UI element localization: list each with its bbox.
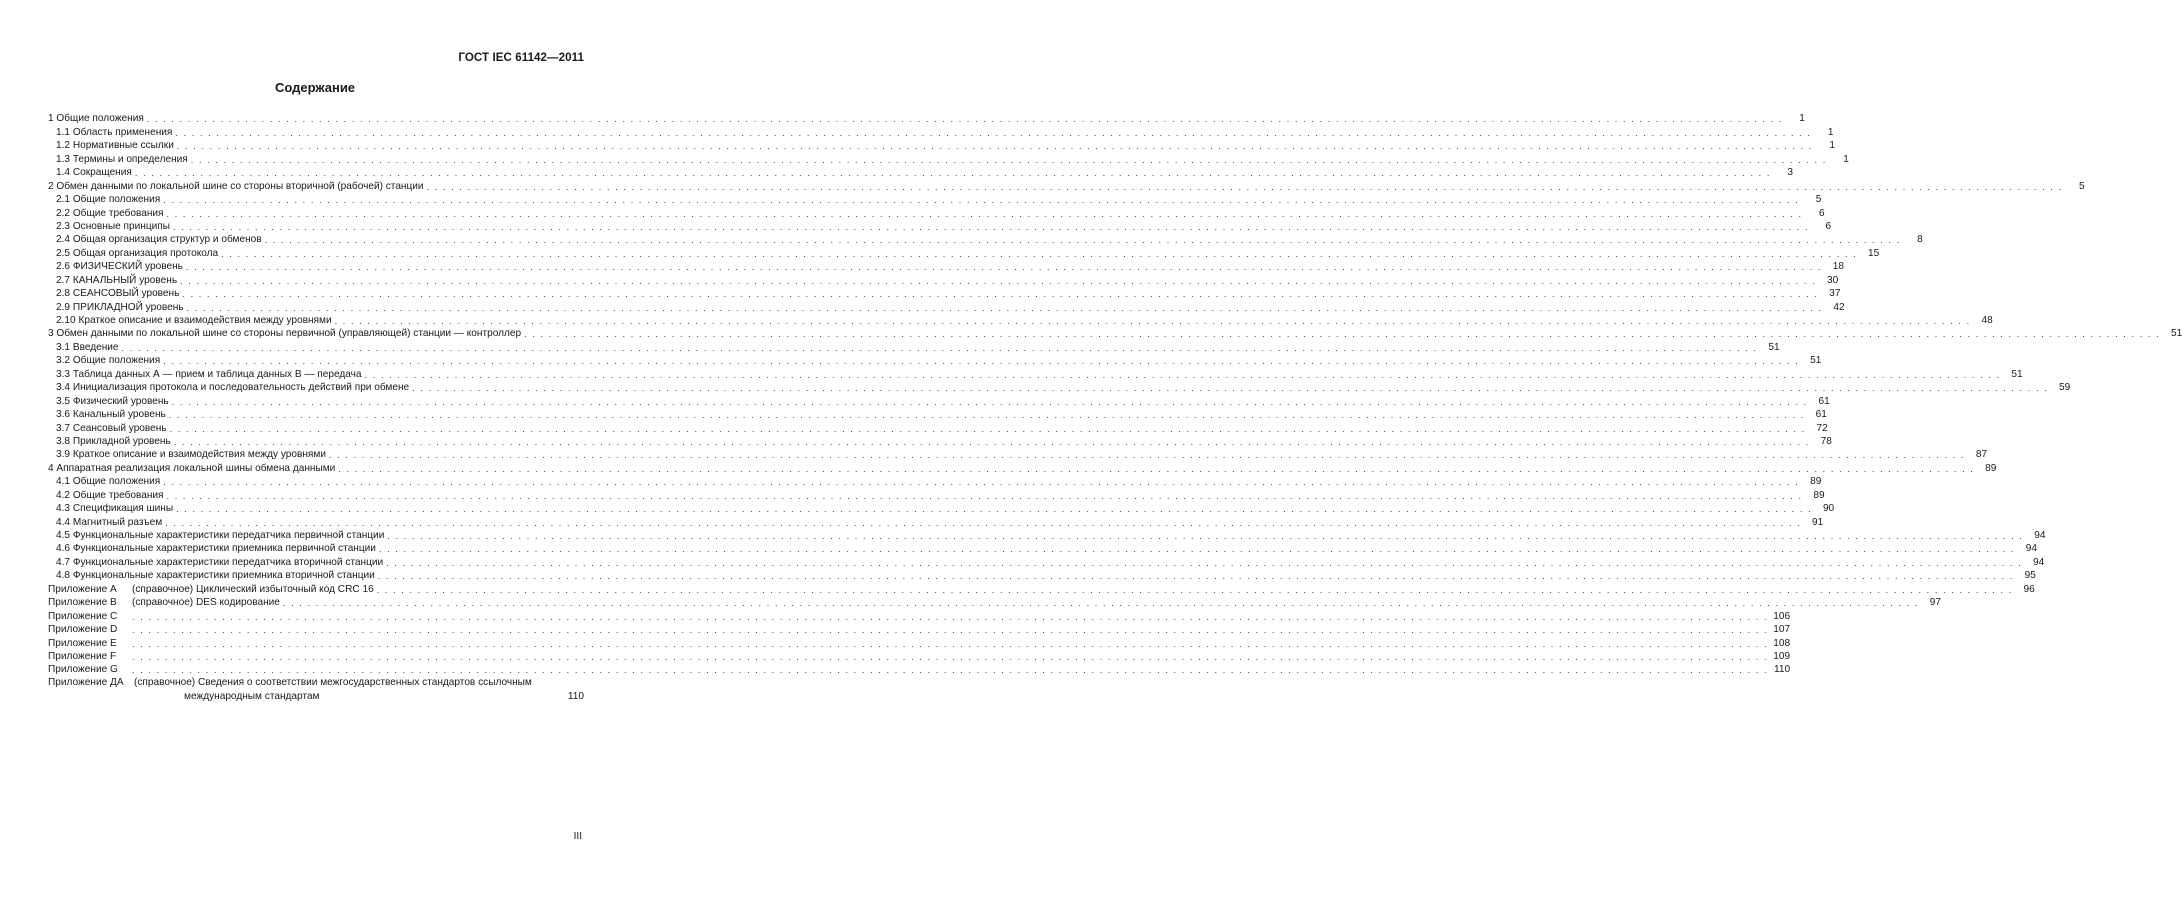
dot-leader: . . . . . . . . . . . . . . . . . . . . . . . . . . . . . . . . . . . . . . . . . . . . . . . . . . . . . . . . . . . . . . . . . . . . . . . . . . . . . . . . . . . . . . . . . . . . . . . . . . . . . . . . . . . . . . . . . . . . . . . . . . . . . . . . . . . . . . . . . . . . . . . . . . . . . . . . . . . . . . . . . . . . . . . . . . . . . . . . . . . . . . . . . . . . . . . . . . . . . . . . bbox=[146, 114, 1783, 125]
toc-entry-page: 61 bbox=[1818, 395, 1830, 407]
dot-leader: . . . . . . . . . . . . . . . . . . . . . . . . . . . . . . . . . . . . . . . . . . . . . . . . . . . . . . . . . . . . . . . . . . . . . . . . . . . . . . . . . . . . . . . . . . . . . . . . . . . . . . . . . . . . . . . . . . . . . . . . . . . . . . . . . . . . . . . . . . . . . . . . . . . . . . . . . . . . . . . . . . . . . . . . . . . . . . . . . . . . . . . . . . . . . . . . . . . . . . . . bbox=[163, 195, 1800, 206]
toc-entry-title: 3.8 Прикладной уровень bbox=[56, 435, 171, 447]
toc-entry[interactable] bbox=[48, 193, 1822, 206]
toc-entry-title: 4.2 Общие требования bbox=[56, 489, 164, 501]
dot-leader: . . . . . . . . . . . . . . . . . . . . . . . . . . . . . . . . . . . . . . . . . . . . . . . . . . . . . . . . . . . . . . . . . . . . . . . . . . . . . . . . . . . . . . . . . . . . . . . . . . . . . . . . . . . . . . . . . . . . . . . . . . . . . . . . . . . . . . . . . . . . . . . . . . . . . . . . . . . . . . . . . . . . . . . . . . . . . . . . . . . . . . . . . . . . . . . . . . . . . . . . bbox=[386, 557, 2023, 568]
dot-leader: . . . . . . . . . . . . . . . . . . . . . . . . . . . . . . . . . . . . . . . . . . . . . . . . . . . . . . . . . . . . . . . . . . . . . . . . . . . . . . . . . . . . . . . . . . . . . . . . . . . . . . . . . . . . . . . . . . . . . . . . . . . . . . . . . . . . . . . . . . . . . . . . . . . . . . . . . . . . . . . . . . . . . . . . . . . . . . . . . . . . . . . . . . . . . . . . . . . . . . . . bbox=[121, 342, 1758, 353]
dot-leader: . . . . . . . . . . . . . . . . . . . . . . . . . . . . . . . . . . . . . . . . . . . . . . . . . . . . . . . . . . . . . . . . . . . . . . . . . . . . . . . . . . . . . . . . . . . . . . . . . . . . . . . . . . . . . . . . . . . . . . . . . . . . . . . . . . . . . . . . . . . . . . . . . . . . . . . . . . . . . . . . . . . . . . . . . . . . . . . . . . . . . . . . . . . . . . . . . . . . . . . . bbox=[378, 544, 2016, 555]
appendix-label: Приложение ДА bbox=[48, 677, 124, 689]
toc-entry-title: 1.4 Сокращения bbox=[56, 167, 132, 179]
toc-entry[interactable] bbox=[48, 515, 1824, 528]
dot-leader: . . . . . . . . . . . . . . . . . . . . . . . . . . . . . . . . . . . . . . . . . . . . . . . . . . . . . . . . . . . . . . . . . . . . . . . . . . . . . . . . . . . . . . . . . . . . . . . . . . . . . . . . . . . . . . . . . . . . . . . . . . . . . . . . . . . . . . . . . . . . . . . . . . . . . . . . . . . . . . . . . . . . . . . . . . . . . . . . . . . . . . . . . . . . . . . . . . . . . . . . bbox=[524, 329, 2161, 340]
toc-entry-page: 51 bbox=[1810, 355, 1822, 367]
toc-entry-page: 91 bbox=[1812, 516, 1824, 528]
toc-entry[interactable] bbox=[48, 569, 2036, 582]
toc-entry-title: 3.5 Физический уровень bbox=[56, 395, 169, 407]
appendix-title-block bbox=[134, 676, 584, 703]
toc-entry-title: 4.6 Функциональные характеристики приемника первичной станции bbox=[56, 543, 376, 555]
appendix-page: 108 bbox=[1773, 637, 1791, 649]
dot-leader: . . . . . . . . . . . . . . . . . . . . . . . . . . . . . . . . . . . . . . . . . . . . . . . . . . . . . . . . . . . . . . . . . . . . . . . . . . . . . . . . . . . . . . . . . . . . . . . . . . . . . . . . . . . . . . . . . . . . . . . . . . . . . . . . . . . . . . . . . . . . . . . . . . . . . . . . . . . . . . . . . . . . . . . . . . . . . . . . . . . . . . . . . . . . . . . . . . . . . . . . bbox=[387, 531, 2024, 541]
appendix-label: Приложение С bbox=[48, 610, 118, 622]
dot-leader: . . . . . . . . . . . . . . . . . . . . . . . . . . . . . . . . . . . . . . . . . . . . . . . . . . . . . . . . . . . . . . . . . . . . . . . . . . . . . . . . . . . . . . . . . . . . . . . . . . . . . . . . . . . . . . . . . . . . . . . . . . . . . . . . . . . . . . . . . . . . . . . . . . . . . . . . . . . . . . . . . . . . . . . . . . . . . . . . . . . . . . . . . . . . . . . . . . . . . . . . bbox=[377, 571, 2014, 582]
dot-leader: . . . . . . . . . . . . . . . . . . . . . . . . . . . . . . . . . . . . . . . . . . . . . . . . . . . . . . . . . . . . . . . . . . . . . . . . . . . . . . . . . . . . . . . . . . . . . . . . . . . . . . . . . . . . . . . . . . . . . . . . . . . . . . . . . . . . . . . . . . . . . . . . . . . . . . . . . . . . . . . . . . . . . . . . . . . . . . . . . . . . . . . . . . . . . . . . . . . . . . . . bbox=[132, 638, 1769, 649]
appendix-page: 96 bbox=[2023, 583, 2035, 595]
appendix-label: Приложение Е bbox=[48, 637, 117, 649]
toc-entry-page: 78 bbox=[1820, 435, 1832, 447]
toc-entry[interactable] bbox=[48, 152, 1849, 165]
toc-entry-page: 94 bbox=[2034, 530, 2046, 541]
dot-leader: . . . . . . . . . . . . . . . . . . . . . . . . . . . . . . . . . . . . . . . . . . . . . . . . . . . . . . . . . . . . . . . . . . . . . . . . . . . . . . . . . . . . . . . . . . . . . . . . . . . . . . . . . . . . . . . . . . . . . . . . . . . . . . . . . . . . . . . . . . . . . . . . . . . . . . . . . . . . . . . . . . . . . . . . . . . . . . . . . . . . . . . . . . . . . . . . . . . . . . . . bbox=[163, 477, 1800, 488]
toc-entry[interactable] bbox=[48, 408, 1827, 421]
toc-entry-title: 3 Обмен данными по локальной шине со стороны первичной (управляющей) станции — контроллер bbox=[48, 328, 522, 340]
toc-entry[interactable] bbox=[48, 220, 1832, 233]
toc-entry-title: 4.5 Функциональные характеристики передатчика первичной станции bbox=[56, 530, 385, 541]
toc-entry[interactable] bbox=[48, 448, 1988, 461]
dot-leader: . . . . . . . . . . . . . . . . . . . . . . . . . . . . . . . . . . . . . . . . . . . . . . . . . . . . . . . . . . . . . . . . . . . . . . . . . . . . . . . . . . . . . . . . . . . . . . . . . . . . . . . . . . . . . . . . . . . . . . . . . . . . . . . . . . . . . . . . . . . . . . . . . . . . . . . . . . . . . . . . . . . . . . . . . . . . . . . . . . . . . . . . . . . . . . . . . . . . . . . . bbox=[132, 611, 1769, 622]
toc-entry[interactable] bbox=[48, 125, 1834, 138]
toc-entry-title: 4.7 Функциональные характеристики передатчика вторичной станции bbox=[56, 556, 384, 568]
toc-entry-title: 2.7 КАНАЛЬНЫЙ уровень bbox=[56, 274, 178, 286]
toc-entry[interactable] bbox=[48, 475, 1822, 488]
dot-leader: . . . . . . . . . . . . . . . . . . . . . . . . . . . . . . . . . . . . . . . . . . . . . . . . . . . . . . . . . . . . . . . . . . . . . . . . . . . . . . . . . . . . . . . . . . . . . . . . . . . . . . . . . . . . . . . . . . . . . . . . . . . . . . . . . . . . . . . . . . . . . . . . . . . . . . . . . . . . . . . . . . . . . . . . . . . . . . . . . . . . . . . . . . . . . . . . . . . . . . . . bbox=[132, 651, 1769, 662]
toc-entry-title: 4.3 Спецификация шины bbox=[56, 503, 174, 515]
toc-entry-title: 2.2 Общие требования bbox=[56, 207, 164, 219]
toc-appendix-entry[interactable] bbox=[48, 676, 584, 703]
toc-entry-title: 1.2 Нормативные ссылки bbox=[56, 140, 174, 152]
appendix-label: Приложение F bbox=[48, 650, 117, 662]
dot-leader: . . . . . . . . . . . . . . . . . . . . . . . . . . . . . . . . . . . . . . . . . . . . . . . . . . . . . . . . . . . . . . . . . . . . . . . . . . . . . . . . . . . . . . . . . . . . . . . . . . . . . . . . . . . . . . . . . . . . . . . . . . . . . . . . . . . . . . . . . . . . . . . . . . . . . . . . . . . . . . . . . . . . . . . . . . . . . . . . . . . . . . . . . . . . . . . . . . . . . . . . bbox=[132, 625, 1769, 636]
dot-leader: . . . . . . . . . . . . . . . . . . . . . . . . . . . . . . . . . . . . . . . . . . . . . . . . . . . . . . . . . . . . . . . . . . . . . . . . . . . . . . . . . . . . . . . . . . . . . . . . . . . . . . . . . . . . . . . . . . . . . . . . . . . . . . . . . . . . . . . . . . . . . . . . . . . . . . . . . . . . . . . . . . . . . . . . . . . . . . . . . . . . . . . . . . . . . . . . . . . . . . . . bbox=[132, 665, 1769, 676]
appendix-page: 109 bbox=[1773, 650, 1791, 662]
dot-leader: . . . . . . . . . . . . . . . . . . . . . . . . . . . . . . . . . . . . . . . . . . . . . . . . . . . . . . . . . . . . . . . . . . . . . . . . . . . . . . . . . . . . . . . . . . . . . . . . . . . . . . . . . . . . . . . . . . . . . . . . . . . . . . . . . . . . . . . . . . . . . . . . . . . . . . . . . . . . . . . . . . . . . . . . . . . . . . . . . . . . . . . . . . . . . . . . . . . . . . . . bbox=[176, 141, 1813, 152]
toc-entry-page: 94 bbox=[2025, 543, 2038, 555]
toc-entry-page: 51 bbox=[1768, 341, 1780, 353]
page-number: III bbox=[573, 831, 582, 842]
toc-entry-page: 15 bbox=[1867, 247, 1880, 259]
dot-leader: . . . . . . . . . . . . . . . . . . . . . . . . . . . . . . . . . . . . . . . . . . . . . . . . . . . . . . . . . . . . . . . . . . . . . . . . . . . . . . . . . . . . . . . . . . . . . . . . . . . . . . . . . . . . . . . . . . . . . . . . . . . . . . . . . . . . . . . . . . . . . . . . . . . . . . . . . . . . . . . . . . . . . . . . . . . . . . . . . . . . . . . . . . . . . . . . . . . . . . . . bbox=[412, 383, 2049, 394]
toc-entry-title: 1.3 Термины и определения bbox=[56, 153, 188, 165]
toc-entry-title: 3.9 Краткое описание и взаимодействия между уровнями bbox=[56, 449, 326, 461]
toc-entry[interactable] bbox=[48, 327, 2182, 340]
toc-entry-page: 8 bbox=[1917, 234, 1923, 246]
appendix-page: 106 bbox=[1773, 610, 1791, 622]
toc-entry[interactable] bbox=[48, 166, 1793, 179]
toc-entry[interactable] bbox=[48, 435, 1832, 448]
toc-entry-page: 37 bbox=[1829, 288, 1841, 300]
appendix-label: Приложение G bbox=[48, 664, 118, 676]
toc-entry-page: 59 bbox=[2059, 382, 2071, 394]
toc-entry-page: 48 bbox=[1981, 315, 1993, 326]
dot-leader: . . . . . . . . . . . . . . . . . . . . . . . . . . . . . . . . . . . . . . . . . . . . . . . . . . . . . . . . . . . . . . . . . . . . . . . . . . . . . . . . . . . . . . . . . . . . . . . . . . . . . . . . . . . . . . . . . . . . . . . . . . . . . . . . . . . . . . . . . . . . . . . . . . . . . . . . . . . . . . . . . . . . . . . . . . . . . . . . . . . . . . . . . . . . . . . . . . . . . . . . bbox=[168, 410, 1805, 421]
toc-entry[interactable] bbox=[48, 233, 1923, 246]
dot-leader: . . . . . . . . . . . . . . . . . . . . . . . . . . . . . . . . . . . . . . . . . . . . . . . . . . . . . . . . . . . . . . . . . . . . . . . . . . . . . . . . . . . . . . . . . . . . . . . . . . . . . . . . . . . . . . . . . . . . . . . . . . . . . . . . . . . . . . . . . . . . . . . . . . . . . . . . . . . . . . . . . . . . . . . . . . . . . . . . . . . . . . . . . . . . . . . . . . . . . . . . bbox=[173, 436, 1810, 447]
appendix-page: 110 bbox=[1774, 664, 1791, 676]
dot-leader: . . . . . . . . . . . . . . . . . . . . . . . . . . . . . . . . . . . . . . . . . . . . . . . . . . . . . . . . . . . . . . . . . . . . . . . . . . . . . . . . . . . . . . . . . . . . . . . . . . . . . . . . . . . . . . . . . . . . . . . . . . . . . . . . . . . . . . . . . . . . . . . . . . . . . . . . . . . . . . . . . . . . . . . . . . . . . . . . . . . . . . . . . . . . . . . . . . . . . . . . bbox=[169, 423, 1806, 434]
toc-entry[interactable] bbox=[48, 206, 1825, 219]
toc-entry-page: 89 bbox=[1810, 476, 1822, 488]
toc-entry[interactable] bbox=[48, 246, 1880, 259]
appendix-title-line2: международным стандартам bbox=[184, 690, 320, 702]
toc-entry[interactable] bbox=[48, 555, 2045, 568]
toc-entry[interactable] bbox=[48, 542, 2038, 555]
dot-leader: . . . . . . . . . . . . . . . . . . . . . . . . . . . . . . . . . . . . . . . . . . . . . . . . . . . . . . . . . . . . . . . . . . . . . . . . . . . . . . . . . . . . . . . . . . . . . . . . . . . . . . . . . . . . . . . . . . . . . . . . . . . . . . . . . . . . . . . . . . . . . . . . . . . . . . . . . . . . . . . . . . . . . . . . . . . . . . . . . . . . . . . . . . . . . . . . . . . . . . . . bbox=[221, 248, 1858, 259]
toc-appendix-entry[interactable] bbox=[48, 596, 1941, 609]
toc-entry-page: 90 bbox=[1822, 503, 1835, 515]
toc-entry-page: 42 bbox=[1833, 301, 1845, 313]
toc-entry[interactable] bbox=[48, 367, 2023, 380]
toc-appendix-entry[interactable] bbox=[48, 663, 1791, 676]
appendix-label: Приложение D bbox=[48, 624, 118, 636]
dot-leader: . . . . . . . . . . . . . . . . . . . . . . . . . . . . . . . . . . . . . . . . . . . . . . . . . . . . . . . . . . . . . . . . . . . . . . . . . . . . . . . . . . . . . . . . . . . . . . . . . . . . . . . . . . . . . . . . . . . . . . . . . . . . . . . . . . . . . . . . . . . . . . . . . . . . . . . . . . . . . . . . . . . . . . . . . . . . . . . . . . . . . . . . . . . . . . . . . . . . . . . . bbox=[163, 356, 1800, 367]
toc-entry[interactable] bbox=[48, 260, 1845, 273]
toc-entry-title: 2.8 СЕАНСОВЫЙ уровень bbox=[56, 288, 180, 300]
appendix-label: Приложение В bbox=[48, 597, 117, 609]
toc-entry[interactable] bbox=[48, 340, 1780, 353]
toc-entry[interactable] bbox=[48, 139, 1835, 152]
toc-entry-title: 2.3 Основные принципы bbox=[56, 220, 170, 232]
dot-leader: . . . . . . . . . . . . . . . . . . . . . . . . . . . . . . . . . . . . . . . . . . . . . . . . . . . . . . . . . . . . . . . . . . . . . . . . . . . . . . . . . . . . . . . . . . . . . . . . . . . . . . . . . . . . . . . . . . . . . . . . . . . . . . . . . . . . . . . . . . . . . . . . . . . . . . . . . . . . . . . . . . . . . . . . . . . . . . . . . . . . . . . . . . . . . . . . . . . . . . . . bbox=[282, 598, 1919, 609]
toc-entry-page: 61 bbox=[1815, 409, 1827, 421]
appendix-title-line1: (справочное) Сведения о соответствии межгосударственных стандартов ссылочным bbox=[134, 677, 532, 689]
appendix-title: (справочное) Циклический избыточный код CRC 16 bbox=[132, 583, 374, 595]
toc-entry-page: 95 bbox=[2024, 570, 2036, 582]
toc-entry-page: 87 bbox=[1975, 449, 1988, 461]
toc-entry-title: 4 Аппаратная реализация локальной шины обмена данными bbox=[48, 462, 336, 474]
toc-entry-title: 2.10 Краткое описание и взаимодействия между уровнями bbox=[56, 315, 332, 326]
dot-leader: . . . . . . . . . . . . . . . . . . . . . . . . . . . . . . . . . . . . . . . . . . . . . . . . . . . . . . . . . . . . . . . . . . . . . . . . . . . . . . . . . . . . . . . . . . . . . . . . . . . . . . . . . . . . . . . . . . . . . . . . . . . . . . . . . . . . . . . . . . . . . . . . . . . . . . . . . . . . . . . . . . . . . . . . . . . . . . . . . . . . . . . . . . . . . . . . . . . . . . . . bbox=[426, 181, 2063, 192]
dot-leader: . . . . . . . . . . . . . . . . . . . . . . . . . . . . . . . . . . . . . . . . . . . . . . . . . . . . . . . . . . . . . . . . . . . . . . . . . . . . . . . . . . . . . . . . . . . . . . . . . . . . . . . . . . . . . . . . . . . . . . . . . . . . . . . . . . . . . . . . . . . . . . . . . . . . . . . . . . . . . . . . . . . . . . . . . . . . . . . . . . . . . . . . . . . . . . . . . . . . . . . . bbox=[171, 396, 1808, 407]
toc-entry-page: 6 bbox=[1818, 207, 1825, 219]
toc-entry-page: 89 bbox=[1813, 489, 1825, 501]
toc-entry-title: 3.7 Сеансовый уровень bbox=[56, 422, 167, 434]
toc-entry-title: 4.4 Магнитный разъем bbox=[56, 516, 163, 528]
toc-entry-page: 1 bbox=[1827, 126, 1834, 138]
dot-leader: . . . . . . . . . . . . . . . . . . . . . . . . . . . . . . . . . . . . . . . . . . . . . . . . . . . . . . . . . . . . . . . . . . . . . . . . . . . . . . . . . . . . . . . . . . . . . . . . . . . . . . . . . . . . . . . . . . . . . . . . . . . . . . . . . . . . . . . . . . . . . . . . . . . . . . . . . . . . . . . . . . . . . . . . . . . . . . . . . . . . . . . . . . . . . . . . . . . . . . . . bbox=[180, 275, 1817, 286]
toc-entry-page: 94 bbox=[2033, 556, 2045, 568]
dot-leader: . . . . . . . . . . . . . . . . . . . . . . . . . . . . . . . . . . . . . . . . . . . . . . . . . . . . . . . . . . . . . . . . . . . . . . . . . . . . . . . . . . . . . . . . . . . . . . . . . . . . . . . . . . . . . . . . . . . . . . . . . . . . . . . . . . . . . . . . . . . . . . . . . . . . . . . . . . . . . . . . . . . . . . . . . . . . . . . . . . . . . . . . . . . . . . . . . . . . . . . . bbox=[364, 369, 2001, 380]
toc-entry[interactable] bbox=[48, 394, 1830, 407]
toc-entry-page: 51 bbox=[2011, 368, 2023, 380]
appendix-title: (справочное) DES кодирование bbox=[132, 597, 280, 609]
toc-entry-title: 1 Общие положения bbox=[48, 113, 144, 125]
dot-leader: . . . . . . . . . . . . . . . . . . . . . . . . . . . . . . . . . . . . . . . . . . . . . . . . . . . . . . . . . . . . . . . . . . . . . . . . . . . . . . . . . . . . . . . . . . . . . . . . . . . . . . . . . . . . . . . . . . . . . . . . . . . . . . . . . . . . . . . . . . . . . . . . . . . . . . . . . . . . . . . . . . . . . . . . . . . . . . . . . . . . . . . . . . . . . . . . . . . . . . . . bbox=[176, 504, 1813, 515]
appendix-page: 107 bbox=[1773, 624, 1791, 636]
toc-appendix-entry[interactable] bbox=[48, 582, 2035, 595]
toc-entry[interactable] bbox=[48, 381, 2071, 394]
toc-entry[interactable] bbox=[48, 314, 1993, 327]
appendix-page: 97 bbox=[1929, 597, 1941, 609]
toc-appendix-entry[interactable] bbox=[48, 609, 1791, 622]
toc-entry-page: 18 bbox=[1832, 261, 1845, 273]
toc-appendix-entry[interactable] bbox=[48, 623, 1791, 636]
dot-leader: . . . . . . . . . . . . . . . . . . . . . . . . . . . . . . . . . . . . . . . . . . . . . . . . . . . . . . . . . . . . . . . . . . . . . . . . . . . . . . . . . . . . . . . . . . . . . . . . . . . . . . . . . . . . . . . . . . . . . . . . . . . . . . . . . . . . . . . . . . . . . . . . . . . . . . . . . . . . . . . . . . . . . . . . . . . . . . . . . . . . . . . . . . . . . . . . . . . . . . . . bbox=[182, 289, 1819, 300]
dot-leader: . . . . . . . . . . . . . . . . . . . . . . . . . . . . . . . . . . . . . . . . . . . . . . . . . . . . . . . . . . . . . . . . . . . . . . . . . . . . . . . . . . . . . . . . . . . . . . . . . . . . . . . . . . . . . . . . . . . . . . . . . . . . . . . . . . . . . . . . . . . . . . . . . . . . . . . . . . . . . . . . . . . . . . . . . . . . . . . . . . . . . . . . . . . . . . . . . . . . . . . . bbox=[185, 262, 1823, 273]
toc-entry-title: 3.4 Инициализация протокола и последовательность действий при обмене bbox=[56, 382, 410, 394]
appendix-title-line2-row bbox=[134, 690, 584, 703]
dot-leader: . . . . . . . . . . . . . . . . . . . . . . . . . . . . . . . . . . . . . . . . . . . . . . . . . . . . . . . . . . . . . . . . . . . . . . . . . . . . . . . . . . . . . . . . . . . . . . . . . . . . . . . . . . . . . . . . . . . . . . . . . . . . . . . . . . . . . . . . . . . . . . . . . . . . . . . . . . . . . . . . . . . . . . . . . . . . . . . . . . . . . . . . . . . . . . . . . . . . . . . . bbox=[175, 127, 1812, 138]
appendix-label: Приложение А bbox=[48, 583, 117, 595]
toc-entry-title: 2.6 ФИЗИЧЕСКИЙ уровень bbox=[56, 261, 183, 273]
toc-entry-page: 1 bbox=[1829, 140, 1835, 152]
toc-entry-title: 1.1 Область применения bbox=[56, 126, 173, 138]
toc-appendix-entry[interactable] bbox=[48, 650, 1791, 663]
toc-entry-page: 51 bbox=[2170, 328, 2182, 340]
toc-entry-page: 72 bbox=[1816, 422, 1828, 434]
toc-entry-title: 4.8 Функциональные характеристики приемника вторичной станции bbox=[56, 570, 375, 582]
dot-leader: . . . . . . . . . . . . . . . . . . . . . . . . . . . . . . . . . . . . . . . . . . . . . . . . . . . . . . . . . . . . . . . . . . . . . . . . . . . . . . . . . . . . . . . . . . . . . . . . . . . . . . . . . . . . . . . . . . . . . . . . . . . . . . . . . . . . . . . . . . . . . . . . . . . . . . . . . . . . . . . . . . . . . . . . . . . . . . . . . . . . . . . . . . . . . . . . . . . . . . . . bbox=[264, 235, 1901, 246]
toc-entry-page: 1 bbox=[1799, 113, 1805, 125]
dot-leader: . . . . . . . . . . . . . . . . . . . . . . . . . . . . . . . . . . . . . . . . . . . . . . . . . . . . . . . . . . . . . . . . . . . . . . . . . . . . . . . . . . . . . . . . . . . . . . . . . . . . . . . . . . . . . . . . . . . . . . . . . . . . . . . . . . . . . . . . . . . . . . . . . . . . . . . . . . . . . . . . . . . . . . . . . . . . . . . . . . . . . . . . . . . . . . . . . . . . . . . . bbox=[376, 584, 2013, 595]
toc-entry-page: 30 bbox=[1826, 274, 1839, 286]
toc-entry-title: 3.1 Введение bbox=[56, 341, 119, 353]
toc-entry-page: 6 bbox=[1825, 220, 1832, 232]
toc-entry-page: 1 bbox=[1843, 153, 1849, 165]
table-of-contents bbox=[48, 112, 2182, 703]
toc-entry-title: 2.9 ПРИКЛАДНОЙ уровень bbox=[56, 301, 184, 313]
dot-leader: . . . . . . . . . . . . . . . . . . . . . . . . . . . . . . . . . . . . . . . . . . . . . . . . . . . . . . . . . . . . . . . . . . . . . . . . . . . . . . . . . . . . . . . . . . . . . . . . . . . . . . . . . . . . . . . . . . . . . . . . . . . . . . . . . . . . . . . . . . . . . . . . . . . . . . . . . . . . . . . . . . . . . . . . . . . . . . . . . . . . . . . . . . . . . . . . . . . . . . . . bbox=[172, 221, 1810, 232]
toc-entry-title: 4.1 Общие положения bbox=[56, 476, 161, 488]
toc-entry-title: 2 Обмен данными по локальной шине со стороны вторичной (рабочей) станции bbox=[48, 180, 424, 192]
toc-entry-title: 3.6 Канальный уровень bbox=[56, 409, 166, 421]
dot-leader: . . . . . . . . . . . . . . . . . . . . . . . . . . . . . . . . . . . . . . . . . . . . . . . . . . . . . . . . . . . . . . . . . . . . . . . . . . . . . . . . . . . . . . . . . . . . . . . . . . . . . . . . . . . . . . . . . . . . . . . . . . . . . . . . . . . . . . . . . . . . . . . . . . . . . . . . . . . . . . . . . . . . . . . . . . . . . . . . . . . . . . . . . . . . . . . . . . . . . . . . bbox=[134, 168, 1771, 179]
toc-entry[interactable] bbox=[48, 273, 1839, 286]
dot-leader: . . . . . . . . . . . . . . . . . . . . . . . . . . . . . . . . . . . . . . . . . . . . . . . . . . . . . . . . . . . . . . . . . . . . . . . . . . . . . . . . . . . . . . . . . . . . . . . . . . . . . . . . . . . . . . . . . . . . . . . . . . . . . . . . . . . . . . . . . . . . . . . . . . . . . . . . . . . . . . . . . . . . . . . . . . . . . . . . . . . . . . . . . . . . . . . . . . . . . . . . bbox=[334, 316, 1971, 326]
toc-entry-page: 5 bbox=[1815, 194, 1822, 206]
dot-leader: . . . . . . . . . . . . . . . . . . . . . . . . . . . . . . . . . . . . . . . . . . . . . . . . . . . . . . . . . . . . . . . . . . . . . . . . . . . . . . . . . . . . . . . . . . . . . . . . . . . . . . . . . . . . . . . . . . . . . . . . . . . . . . . . . . . . . . . . . . . . . . . . . . . . . . . . . . . . . . . . . . . . . . . . . . . . . . . . . . . . . . . . . . . . . . . . . . . . . . . . bbox=[328, 450, 1966, 461]
toc-entry[interactable] bbox=[48, 354, 1822, 367]
toc-entry-title: 3.2 Общие положения bbox=[56, 355, 161, 367]
document-code: ГОСТ IEC 61142—2011 bbox=[458, 52, 584, 64]
dot-leader: . . . . . . . . . . . . . . . . . . . . . . . . . . . . . . . . . . . . . . . . . . . . . . . . . . . . . . . . . . . . . . . . . . . . . . . . . . . . . . . . . . . . . . . . . . . . . . . . . . . . . . . . . . . . . . . . . . . . . . . . . . . . . . . . . . . . . . . . . . . . . . . . . . . . . . . . . . . . . . . . . . . . . . . . . . . . . . . . . . . . . . . . . . . . . . . . . . . . . . . . bbox=[165, 517, 1802, 528]
toc-entry-page: 5 bbox=[2079, 180, 2085, 192]
appendix-page: 110 bbox=[567, 690, 584, 702]
toc-entry[interactable] bbox=[48, 502, 1835, 515]
toc-entry[interactable] bbox=[48, 287, 1841, 300]
dot-leader: . . . . . . . . . . . . . . . . . . . . . . . . . . . . . . . . . . . . . . . . . . . . . . . . . . . . . . . . . . . . . . . . . . . . . . . . . . . . . . . . . . . . . . . . . . . . . . . . . . . . . . . . . . . . . . . . . . . . . . . . . . . . . . . . . . . . . . . . . . . . . . . . . . . . . . . . . . . . . . . . . . . . . . . . . . . . . . . . . . . . . . . . . . . . . . . . . . . . . . . . bbox=[190, 154, 1827, 165]
page-title: Содержание bbox=[274, 80, 356, 95]
toc-entry-title: 3.3 Таблица данных А — прием и таблица данных В — передача bbox=[56, 368, 362, 380]
toc-entry-page: 3 bbox=[1787, 167, 1793, 179]
dot-leader: . . . . . . . . . . . . . . . . . . . . . . . . . . . . . . . . . . . . . . . . . . . . . . . . . . . . . . . . . . . . . . . . . . . . . . . . . . . . . . . . . . . . . . . . . . . . . . . . . . . . . . . . . . . . . . . . . . . . . . . . . . . . . . . . . . . . . . . . . . . . . . . . . . . . . . . . . . . . . . . . . . . . . . . . . . . . . . . . . . . . . . . . . . . . . . . . . . . . . . . . bbox=[166, 208, 1803, 219]
dot-leader: . . . . . . . . . . . . . . . . . . . . . . . . . . . . . . . . . . . . . . . . . . . . . . . . . . . . . . . . . . . . . . . . . . . . . . . . . . . . . . . . . . . . . . . . . . . . . . . . . . . . . . . . . . . . . . . . . . . . . . . . . . . . . . . . . . . . . . . . . . . . . . . . . . . . . . . . . . . . . . . . . . . . . . . . . . . . . . . . . . . . . . . . . . . . . . . . . . . . . . . . bbox=[186, 302, 1823, 313]
dot-leader: . . . . . . . . . . . . . . . . . . . . . . . . . . . . . . . . . . . . . . . . . . . . . . . . . . . . . . . . . . . . . . . . . . . . . . . . . . . . . . . . . . . . . . . . . . . . . . . . . . . . . . . . . . . . . . . . . . . . . . . . . . . . . . . . . . . . . . . . . . . . . . . . . . . . . . . . . . . . . . . . . . . . . . . . . . . . . . . . . . . . . . . . . . . . . . . . . . . . . . . . bbox=[338, 463, 1975, 474]
toc-entry-title: 2.1 Общие положения bbox=[56, 194, 161, 206]
toc-entry[interactable] bbox=[48, 300, 1845, 313]
toc-entry[interactable] bbox=[48, 179, 2085, 192]
toc-entry[interactable] bbox=[48, 421, 1828, 434]
dot-leader: . . . . . . . . . . . . . . . . . . . . . . . . . . . . . . . . . . . . . . . . . . . . . . . . . . . . . . . . . . . . . . . . . . . . . . . . . . . . . . . . . . . . . . . . . . . . . . . . . . . . . . . . . . . . . . . . . . . . . . . . . . . . . . . . . . . . . . . . . . . . . . . . . . . . . . . . . . . . . . . . . . . . . . . . . . . . . . . . . . . . . . . . . . . . . . . . . . . . . . . . bbox=[166, 490, 1803, 501]
toc-entry[interactable] bbox=[48, 461, 1997, 474]
toc-appendix-entry[interactable] bbox=[48, 636, 1791, 649]
toc-entry[interactable] bbox=[48, 488, 1825, 501]
toc-entry-title: 2.5 Общая организация протокола bbox=[56, 247, 219, 259]
toc-entry-title: 2.4 Общая организация структур и обменов bbox=[56, 234, 262, 246]
toc-entry[interactable] bbox=[48, 529, 2046, 542]
toc-entry[interactable] bbox=[48, 112, 1805, 125]
toc-entry-page: 89 bbox=[1985, 462, 1997, 474]
